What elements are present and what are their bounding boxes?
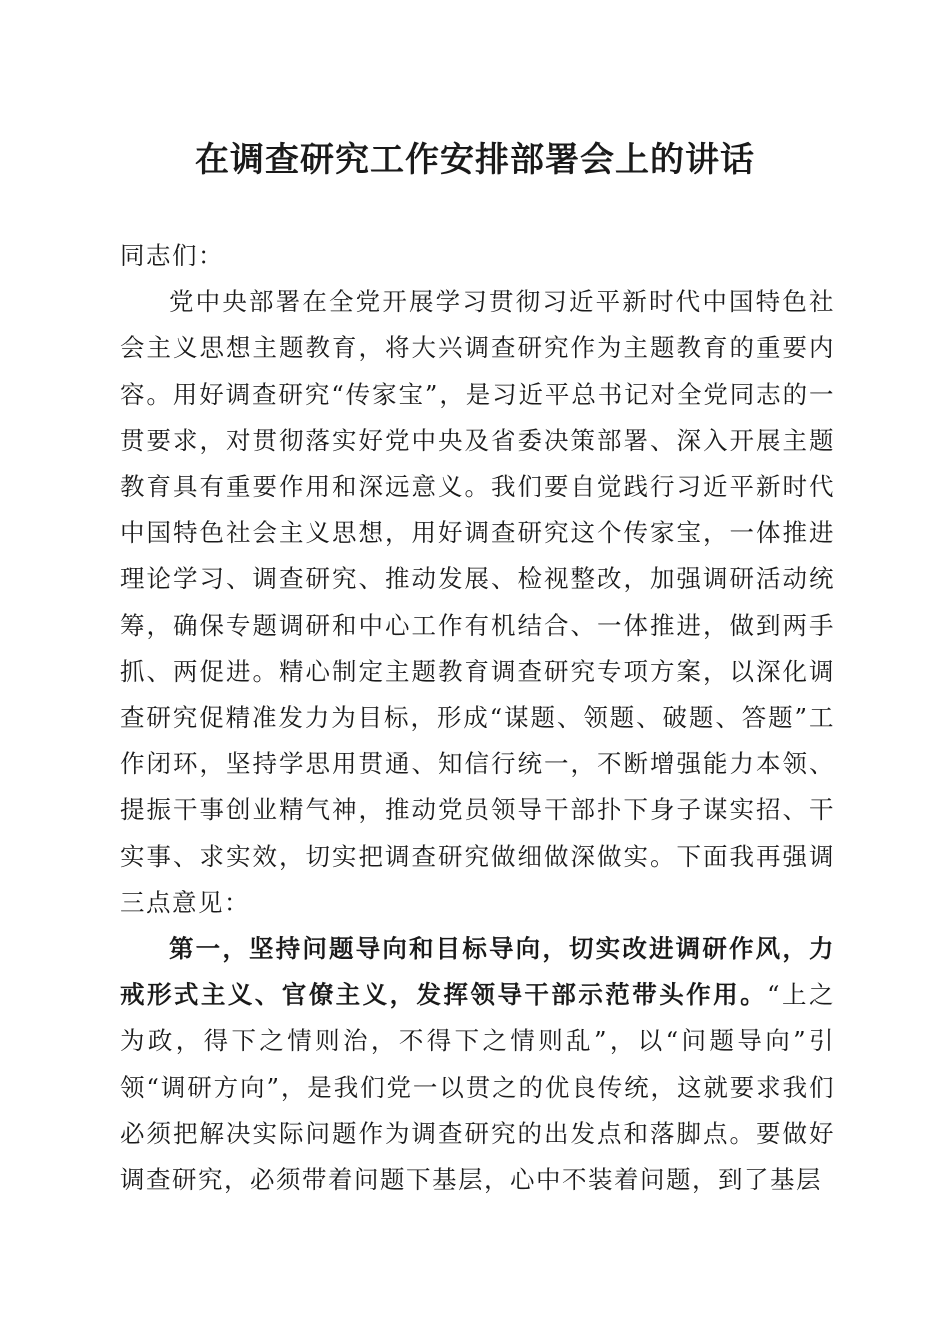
paragraph-intro-text: 党中央部署在全党开展学习贯彻习近平新时代中国特色社会主义思想主题教育，将大兴调查研究作为主题教育的重要内容。用好调查研究“传家宝”，是习近平总书记对全党同志的一贯要求，对贯彻落实好党中央及省委决策部署、深入开展主题教育具有重要作用和深远意义。我们要自觉践行习近平新时代中国特色社会主义思想，用好调查研究这个传家宝，一体推进理论学习、调查研究、推动发展、检视整改，加强调研活动统筹，确保专题调研和中心工作有机结合、一体推进，做到两手抓、两促进。精心制定主题教育调查研究专项方案，以深化调查研究促精准发力为目标，形成“谋题、领题、破题、答题”工作闭环，坚持学思用贯通、知信行统一，不断增强能力本领、提振干事创业精气神，推动党员领导干部扑下身子谋实招、干实事、求实效，切实把调查研究做细做深做实。下面我再强调三点意见： <box>120 287 835 917</box>
document-title: 在调查研究工作安排部署会上的讲话 <box>195 140 755 180</box>
paragraph-intro <box>120 279 835 926</box>
salutation: 同志们： <box>120 241 224 270</box>
paragraph-point-one-lead: 第一，坚持问题导向和目标导向，切实改进调研作风，力戒形式主义、官僚主义，发挥领导干部示范带头作用。 <box>120 934 835 1010</box>
document-body <box>120 233 835 1203</box>
paragraph-point-one-text: “上之为政，得下之情则治，不得下之情则乱”，以“问题导向”引领“调研方向”，是我们党一以贯之的优良传统，这就要求我们必须把解决实际问题作为调查研究的出发点和落脚点。要做好调查研究，必须带着问题下基层，心中不装着问题，到了基层 <box>120 980 835 1195</box>
paragraph-point-one <box>120 926 835 1203</box>
